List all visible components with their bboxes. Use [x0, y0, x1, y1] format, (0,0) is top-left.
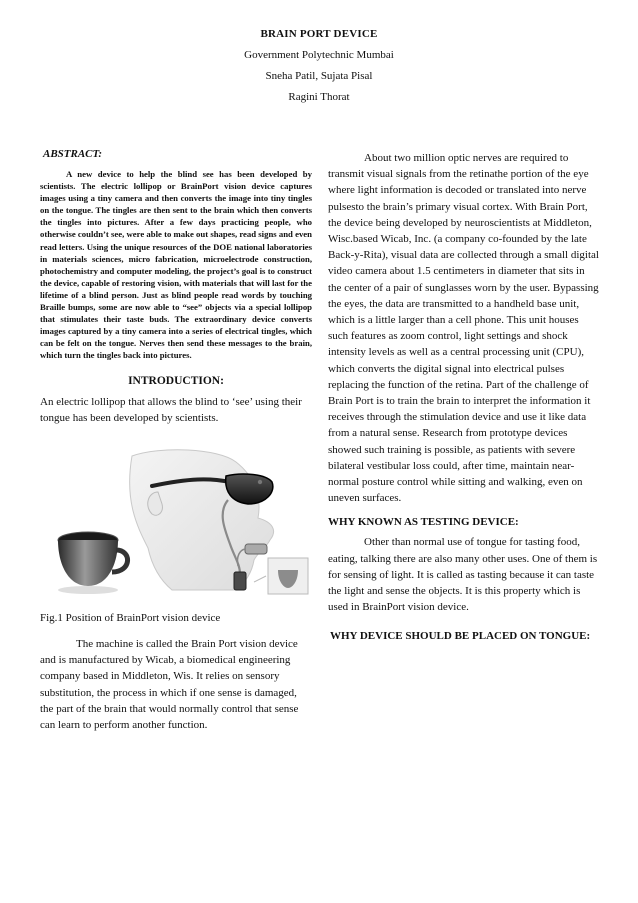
right-column [328, 150, 600, 644]
section-heading-testing-device: WHY KNOWN AS TESTING DEVICE: [328, 516, 519, 529]
introduction-paragraph-2-text: The machine is called the Brain Port vision device and is manufactured by Wicab, a biomedical engineering company based in Middleton, Wis. It relies on sensory substitution, the process in which if one sense is damaged, the part of the brain that would normally control that sense can learn to perform another function. [40, 637, 299, 731]
section-heading-placed-on-tongue: WHY DEVICE SHOULD BE PLACED ON TONGUE: [330, 630, 591, 643]
cup-shadow [58, 586, 118, 594]
abstract-text: A new device to help the blind see has been developed by scientists. The electric lollipop or BrainPort vision device captures images using a tiny camera and then converts the image into tiny tingles on the tongue. The tingles are then sent to the brain which then converts the tingles into pictures. After a few days practicing people, who otherwise couldn’t see, were able to make out shapes, read signs and even read letters. Using the unique resources of the DOE national laboratories in materials sciences, micro fabrication, microelectrode construction, photochemistry and computer modeling, the project’s goal is to construct the device, capable of restoring vision, with materials that will last for the lifetime of a blind person. Just as blind people read words by touching Braille bumps, some are now able to “see” objects via a special lollipop that stimulates their taste buds. The extraordinary device converts images captured by a tiny camera into a series of electrical tingles, which can be felt on the tongue. Nerves then send these messages to the brain, which turn the tingles back into pictures. [40, 169, 312, 361]
paper-title: BRAIN PORT DEVICE [260, 28, 378, 40]
institution: Government Polytechnic Mumbai [244, 49, 394, 61]
right-paragraph-1 [328, 150, 600, 506]
paper-header [0, 28, 638, 103]
authors-line-1: Sneha Patil, Sujata Pisal [265, 70, 373, 82]
handheld-base-unit [234, 572, 246, 590]
introduction-paragraph-2 [40, 636, 312, 733]
right-paragraph-2-text: Other than normal use of tongue for tasting food, eating, talking there are also many other uses. One of them is for sensing of light. It is called as tasting because it can taste the light and sense the objects. It is this property which is used in BrainPort vision device. [328, 536, 598, 614]
cup-body [58, 540, 118, 586]
introduction-paragraph-1: An electric lollipop that allows the blind to ‘see’ using their tongue has been developed by scientists. [40, 395, 302, 424]
inset-pointer [254, 576, 266, 582]
tongue-mouthpiece [245, 544, 267, 554]
head-silhouette [130, 450, 274, 590]
right-paragraph-2 [328, 534, 600, 615]
brainport-illustration [40, 448, 312, 600]
abstract-paragraph [40, 168, 312, 362]
introduction-heading: INTRODUCTION: [128, 374, 224, 387]
brainport-figure [40, 448, 312, 600]
figure-caption: Fig.1 Position of BrainPort vision device [40, 611, 221, 624]
camera-lens [258, 480, 262, 484]
authors-line-2: Ragini Thorat [288, 91, 350, 103]
abstract-heading: ABSTRACT: [43, 148, 103, 160]
right-paragraph-1-text: About two million optic nerves are required to transmit visual signals from the retinathe portion of the eye where light information is decoded or translated into nerve pulsesto the brain’s primary visual cortex. With Brain Port, the device being developed by neuroscientists at Middleton, Wisc.based Wicab, Inc. (a company co-founded by the late Back-y-Rita), visual data are collected through a small digital video camera about 1.5 centimeters in diameter that sits in the center of a pair of sunglasses worn by the user. Bypassing the eyes, the data are transmitted to a handheld base unit, which is a little larger than a cell phone. This unit houses such features as zoom control, light settings and shock intensity levels as well as a central processing unit (CPU), which converts the digital signal into electrical pulses replacing the function of the retina. Part of the challenge of Brain Port is to train the brain to interpret the information it receives through the stimulation device and use it like data from a natural sense. Research from prototype devices showed such training is possible, as patients with severe bilateral vestibular loss could, after time, maintain near-normal posture control while sitting and walking, even on uneven surfaces. [328, 152, 599, 505]
left-column [40, 148, 312, 733]
